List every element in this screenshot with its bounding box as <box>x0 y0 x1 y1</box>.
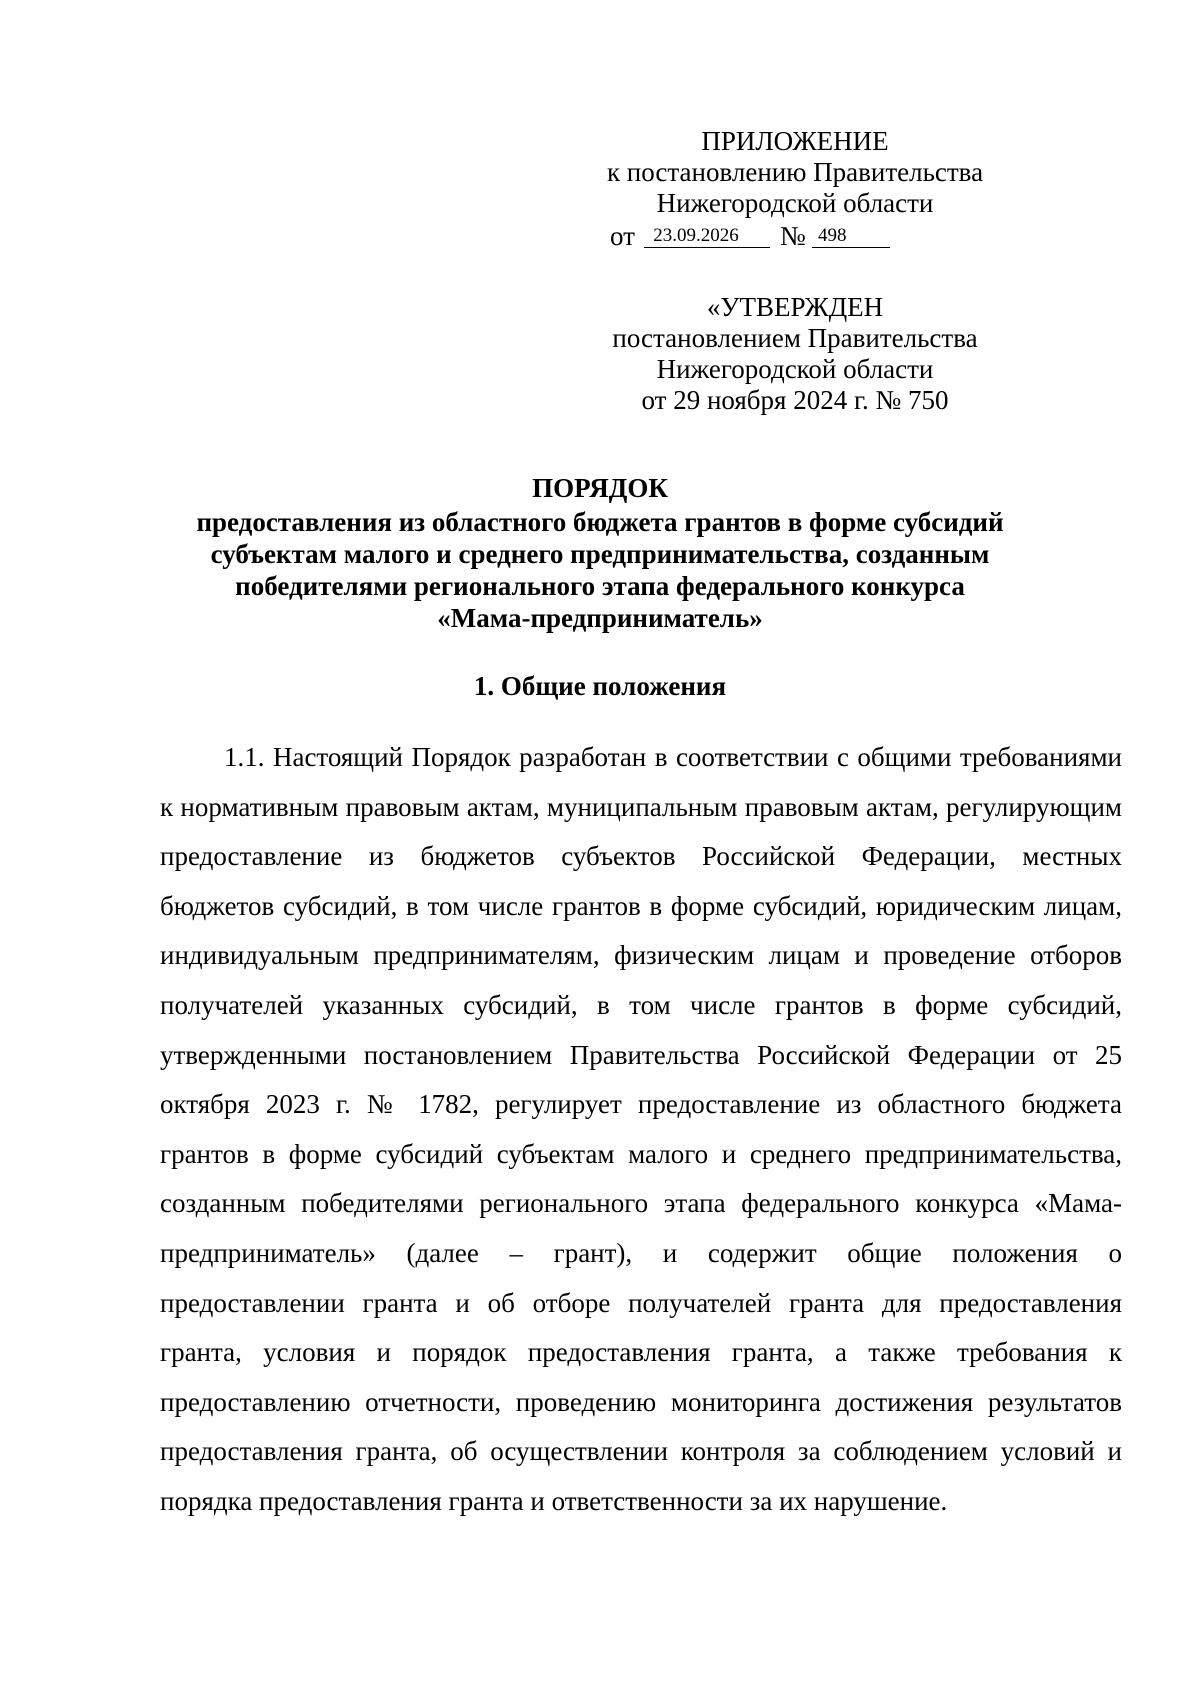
number-sign: № <box>780 221 806 251</box>
subtitle-line: «Мама-предприниматель» <box>437 603 763 633</box>
subtitle-line: субъектам малого и среднего предпринимательства, созданным <box>210 539 990 569</box>
document-subtitle <box>160 506 1040 634</box>
appendix-header <box>560 126 1030 253</box>
approved-block <box>560 292 1030 416</box>
approved-line-1: постановлением Правительства <box>612 323 978 353</box>
appendix-line-1: к постановлению Правительства <box>606 157 984 187</box>
subtitle-line: предоставления из областного бюджета грантов в форме субсидий <box>196 507 1004 537</box>
resolution-number: 498 <box>812 225 890 248</box>
resolution-date: 23.09.2026 <box>644 225 770 248</box>
appendix-reference-line <box>560 219 1030 253</box>
subtitle-line: победителями регионального этапа федерального конкурса <box>235 571 965 601</box>
appendix-line-2: Нижегородской области <box>656 188 934 218</box>
date-prefix: от <box>610 221 635 251</box>
appendix-title: ПРИЛОЖЕНИЕ <box>701 126 889 156</box>
document-title: ПОРЯДОК <box>532 473 668 503</box>
approved-line-3: от 29 ноября 2024 г. № 750 <box>641 385 949 415</box>
approved-line-0: «УТВЕРЖДЕН <box>706 292 884 322</box>
approved-line-2: Нижегородской области <box>656 354 934 384</box>
paragraph-1-1: 1.1. Настоящий Порядок разработан в соответствии с общими требованиями к нормативным правовым актам, муниципальным правовым актам, регулирующим предоставление из бюджетов субъектов Российской Федерации, местных бюджетов субсидий, в том числе грантов в форме субсидий, юридическим лицам, индивидуальным предпринимателям, физическим лицам и проведение отборов получателей указанных субсидий, в том числе грантов в форме субсидий, утвержденными постановлением Правительства Российской Федерации от 25 октября 2023 г. № 1782, регулирует предоставление из областного бюджета грантов в форме субсидий субъектам малого и среднего предпринимательства, созданным победителями регионального этапа федерального конкурса «Мама-предприниматель» (далее – грант), и содержит общие положения о предоставлении гранта и об отборе получателей гранта для предоставления гранта, условия и порядок предоставления гранта, а также требования к предоставлению отчетности, проведению мониторинга достижения результатов предоставления гранта, об осуществлении контроля за соблюдением условий и порядка предоставления гранта и ответственности за их нарушение. <box>160 742 1122 1516</box>
section-heading: 1. Общие положения <box>473 671 727 701</box>
